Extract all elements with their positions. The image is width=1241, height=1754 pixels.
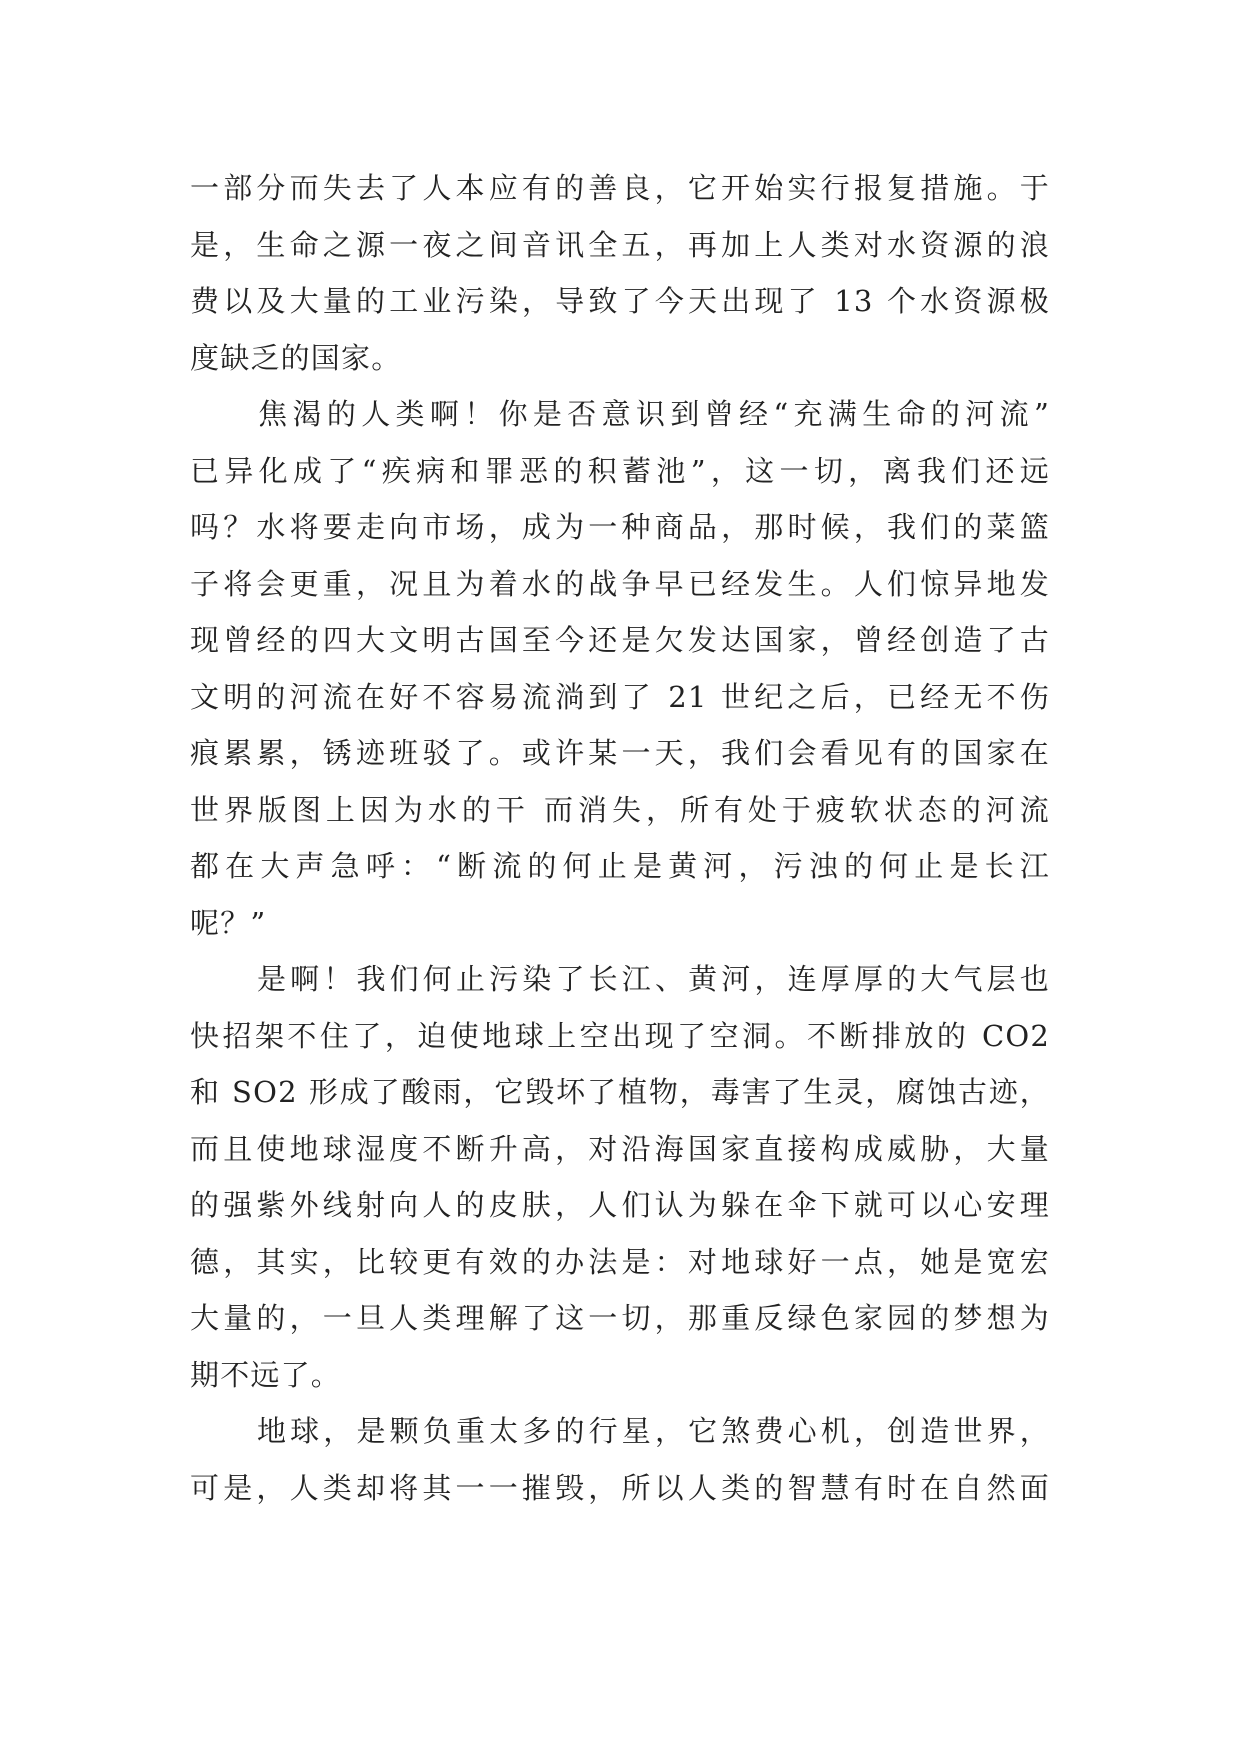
text-line — [190, 1121, 1050, 1178]
paragraph — [190, 951, 1050, 1403]
line-text: 地球，是颗负重太多的行星，它煞费心机，创造世界， — [254, 1414, 1050, 1448]
line-text: 焦渴的人类啊！你是否意识到曾经“充满生命的河流” — [254, 397, 1050, 431]
text-line — [190, 160, 1050, 217]
text-line — [190, 895, 1050, 952]
line-text: 已异化成了“疾病和罪恶的积蓄池”，这一切，离我们还远 — [190, 453, 1050, 488]
text-line — [190, 1460, 1050, 1517]
text-line — [190, 330, 1050, 387]
text-line — [190, 1064, 1050, 1121]
line-text: 吗？水将要走向市场，成为一种商品，那时候，我们的菜篮 — [190, 510, 1050, 544]
document-body — [190, 160, 1050, 1516]
line-text: 文明的河流在好不容易流淌到了 21 世纪之后，已经无不伤 — [190, 679, 1050, 714]
text-line — [190, 273, 1050, 330]
line-text: 快招架不住了，迫使地球上空出现了空洞。不断排放的 CO2 — [190, 1018, 1050, 1053]
line-text: 是啊！我们何止污染了长江、黄河，连厚厚的大气层也 — [254, 962, 1050, 996]
line-text: 大量的，一旦人类理解了这一切，那重反绿色家园的梦想为 — [190, 1301, 1050, 1335]
text-line — [190, 386, 1050, 443]
line-text: 一部分而失去了人本应有的善良，它开始实行报复措施。于 — [190, 171, 1050, 205]
text-line — [190, 612, 1050, 669]
text-line — [190, 443, 1050, 500]
paragraph — [190, 386, 1050, 951]
text-line — [190, 1008, 1050, 1065]
line-text: 是，生命之源一夜之间音讯全五，再加上人类对水资源的浪 — [190, 227, 1050, 262]
line-text: 和 SO2 形成了酸雨，它毁坏了植物，毒害了生灵，腐蚀古迹， — [190, 1075, 1050, 1109]
line-text: 而且使地球湿度不断升高，对沿海国家直接构成威胁，大量 — [190, 1131, 1050, 1166]
text-line — [190, 556, 1050, 613]
text-line — [190, 838, 1050, 895]
paragraph — [190, 160, 1050, 386]
line-text: 德，其实，比较更有效的办法是：对地球好一点，她是宽宏 — [190, 1244, 1050, 1279]
line-text: 子将会更重，况且为着水的战争早已经发生。人们惊异地发 — [190, 566, 1050, 601]
line-text: 痕累累，锈迹班驳了。或许某一天，我们会看见有的国家在 — [190, 736, 1050, 770]
line-text: 都在大声急呼：“断流的何止是黄河，污浊的何止是长江 — [190, 849, 1050, 883]
text-line — [190, 1177, 1050, 1234]
text-line — [190, 499, 1050, 556]
line-text: 度缺乏的国家。 — [190, 340, 402, 375]
text-line — [190, 1347, 1050, 1404]
text-line — [190, 217, 1050, 274]
text-line — [190, 951, 1050, 1008]
text-line — [190, 669, 1050, 726]
text-line — [190, 1290, 1050, 1347]
line-text: 可是，人类却将其一一摧毁，所以人类的智慧有时在自然面 — [190, 1470, 1050, 1505]
line-text: 世界版图上因为水的干 而消失，所有处于疲软状态的河流 — [190, 792, 1050, 827]
text-line — [190, 1403, 1050, 1460]
line-text: 现曾经的四大文明古国至今还是欠发达国家，曾经创造了古 — [190, 623, 1050, 657]
text-line — [190, 1234, 1050, 1291]
text-line — [190, 782, 1050, 839]
paragraph — [190, 1403, 1050, 1516]
line-text: 费以及大量的工业污染，导致了今天出现了 13 个水资源极 — [190, 284, 1050, 318]
line-text: 呢？” — [190, 905, 267, 940]
line-text: 的强紫外线射向人的皮肤，人们认为躲在伞下就可以心安理 — [190, 1188, 1050, 1222]
text-line — [190, 725, 1050, 782]
line-text: 期不远了。 — [190, 1357, 342, 1392]
